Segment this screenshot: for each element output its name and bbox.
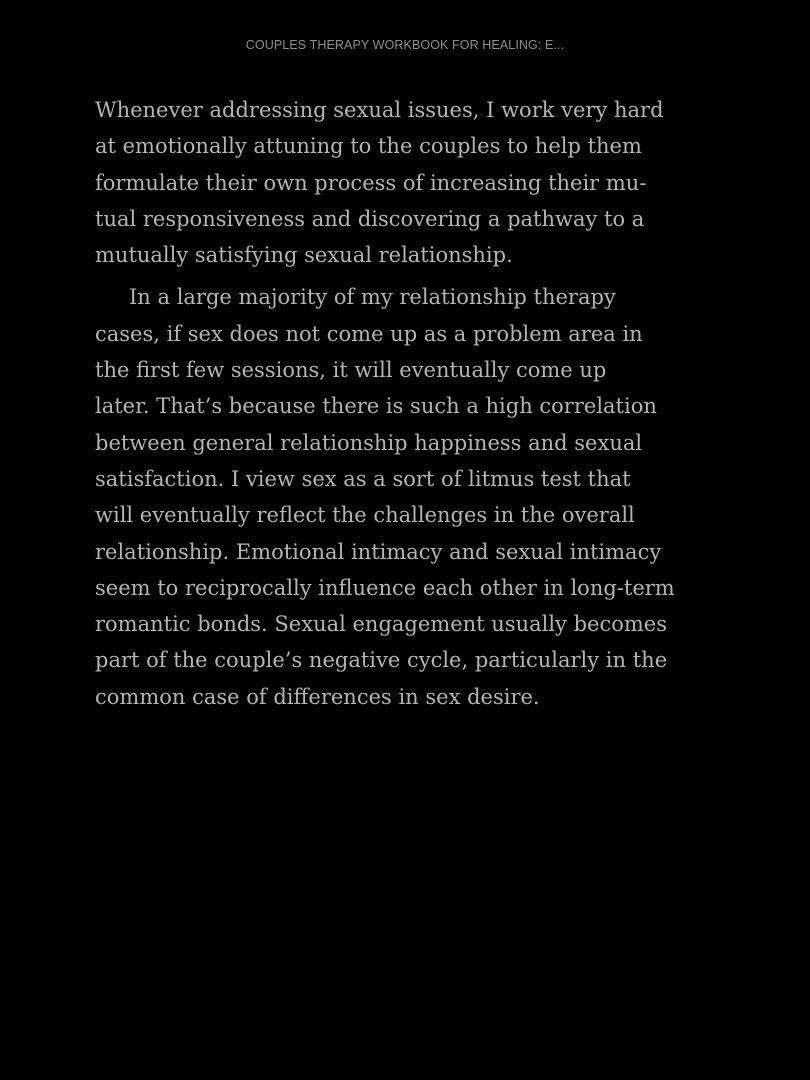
text-line: romantic bonds. Sexual engagement usually becomes <box>95 612 667 637</box>
text-line: cases, if sex does not come up as a problem area in <box>95 321 643 346</box>
text-line: seem to reciprocally influence each other in long-term <box>95 575 675 600</box>
text-line: common case of differences in sex desire. <box>95 684 540 709</box>
text-line: formulate their own process of increasing their mu- <box>95 170 647 195</box>
text-line: the first few sessions, it will eventually come up <box>95 358 607 383</box>
paragraph <box>95 279 735 715</box>
text-line: later. That’s because there is such a high correlation <box>95 394 657 419</box>
text-line: at emotionally attuning to the couples to help them <box>95 134 642 159</box>
text-line: relationship. Emotional intimacy and sexual intimacy <box>95 539 662 564</box>
text-line: part of the couple’s negative cycle, particularly in the <box>95 648 668 673</box>
text-line: will eventually reflect the challenges in the overall <box>95 503 635 528</box>
text-line: satisfaction. I view sex as a sort of litmus test that <box>95 466 631 491</box>
paragraph <box>95 92 735 273</box>
text-line: Whenever addressing sexual issues, I work very hard <box>95 98 664 122</box>
text-line: mutually satisfying sexual relationship. <box>95 243 513 268</box>
text-line: between general relationship happiness and sexual <box>95 430 643 455</box>
text-line: In a large majority of my relationship therapy <box>129 285 616 310</box>
text-line: tual responsiveness and discovering a pathway to a <box>95 206 645 231</box>
page-content <box>95 92 735 715</box>
book-title-header[interactable]: COUPLES THERAPY WORKBOOK FOR HEALING: E... <box>245 38 565 52</box>
